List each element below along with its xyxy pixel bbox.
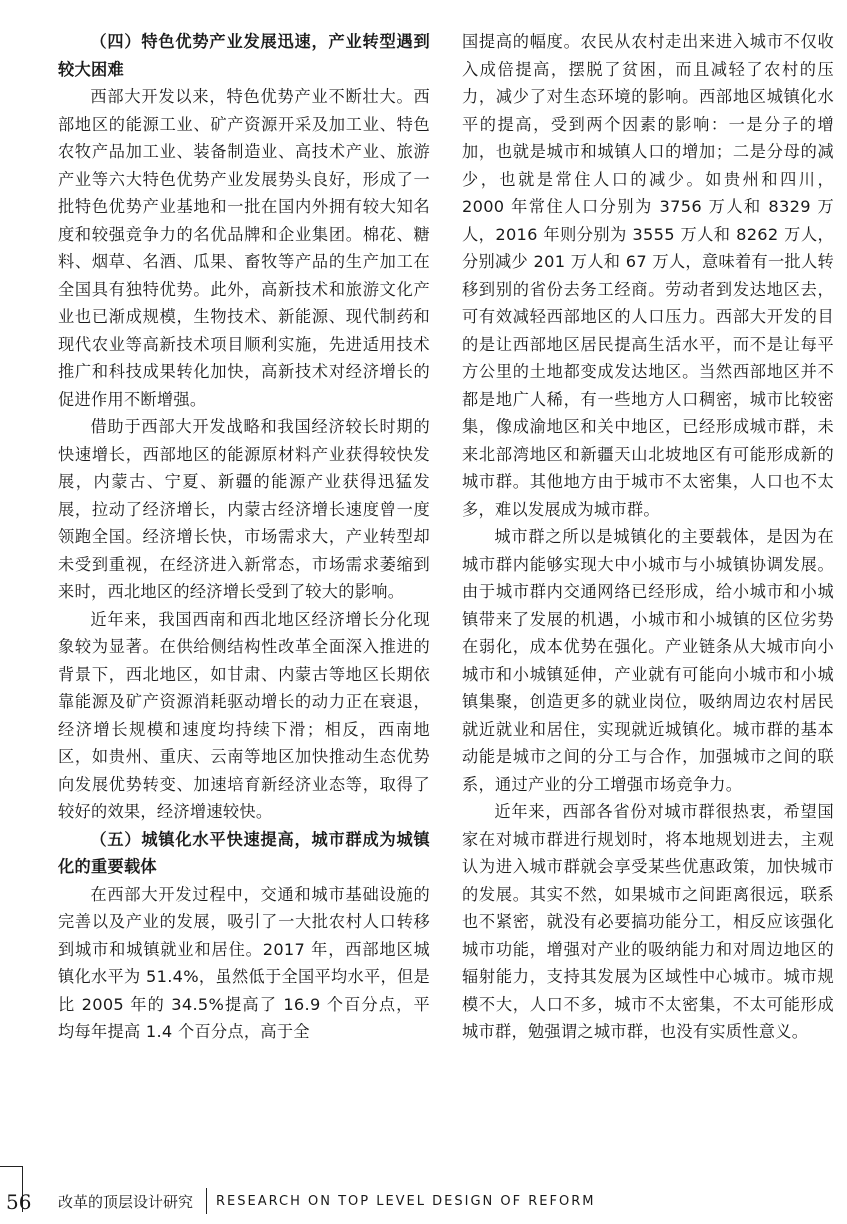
paragraph: 近年来，西部各省份对城市群很热衷，希望国家在对城市群进行规划时，将本地规划进去，主观认为进入城市群就会享受某些优惠政策，加快城市的发展。其实不然，如果城市之间距离很远，联系也不紧密，就没有必要搞功能分工，相反应该强化城市功能，增强对产业的吸纳能力和对周边地区的辐射能力，支持其发展为区域性中心城市。城市规模不大，人口不多，城市不太密集，不太可能形成城市群，勉强谓之城市群，也没有实质性意义。	[462, 802, 834, 1041]
footer-corner-rule	[0, 1166, 22, 1167]
paragraph-continued: 国提高的幅度。农民从农村走出来进入城市不仅收入成倍提高，摆脱了贫困，而且减轻了农村的压力，减少了对生态环境的影响。西部地区城镇化水平的提高，受到两个因素的影响：一是分子的增加，也就是城市和城镇人口的增加；二是分母的减少，也就是常住人口的减少。如贵州和四川，2000 年常住人口分别为 3756 万人和 8329 万人，2016 年则分别为 3555 万人和 8262 万人，分别减少 201 万人和 67 万人，意味着有一批人转移到别的省份去务工经商。劳动者到发达地区去，可有效减轻西部地区的人口压力。西部大开发的目的是让西部地区居民提高生活水平，而不是让每平方公里的土地都变成发达地区。当然西部地区并不都是地广人稀，有一些地方人口稠密，城市比较密集，像成渝地区和关中地区，已经形成城市群，未来北部湾地区和新疆天山北坡地区有可能形成新的城市群。其他地方由于城市不太密集，人口也不太多，难以发展成为城市群。	[462, 32, 834, 519]
page-number: 56	[6, 1190, 32, 1214]
paragraph: 城市群之所以是城镇化的主要载体，是因为在城市群内能够实现大中小城市与小城镇协调发展。由于城市群内交通网络已经形成，给小城市和小城镇带来了发展的机遇，小城市和小城镇的区位劣势在弱化，成本优势在强化。产业链条从大城市向小城市和小城镇延伸，产业就有可能向小城市和小城镇集聚，创造更多的就业岗位，吸纳周边农村居民就近就业和居住，实现就近城镇化。城市群的基本动能是城市之间的分工与合作，加强城市之间的联系，通过产业的分工增强市场竞争力。	[462, 527, 834, 794]
paragraph: 西部大开发以来，特色优势产业不断壮大。西部地区的能源工业、矿产资源开采及加工业、特色农牧产品加工业、装备制造业、高技术产业、旅游产业等六大特色优势产业发展势头良好，形成了一批特色优势产业基地和一批在国内外拥有较大知名度和较强竞争力的名优品牌和企业集团。棉花、糖料、烟草、名酒、瓜果、畜牧等产品的生产加工在全国具有独特优势。此外，高新技术和旅游文化产业也已渐成规模，生物技术、新能源、现代制药和现代农业等高新技术项目顺利实施，先进适用技术推广和科技成果转化加快，高新技术对经济增长的促进作用不断增强。	[58, 87, 430, 409]
section-heading-5: （五）城镇化水平快速提高，城市群成为城镇化的重要载体	[58, 829, 430, 876]
section-heading-4: （四）特色优势产业发展迅速，产业转型遇到较大困难	[58, 32, 430, 79]
paragraph: 在西部大开发过程中，交通和城市基础设施的完善以及产业的发展，吸引了一大批农村人口转移到城市和城镇就业和居住。2017 年，西部地区城镇化水平为 51.4%，虽然低于全国平均水平，但是比 2005 年的 34.5%提高了 16.9 个百分点，平均每年提高 1.4 个百分点，高于全	[58, 884, 430, 1041]
journal-title-cn: 改革的顶层设计研究	[58, 1193, 194, 1211]
right-column	[462, 28, 834, 1046]
journal-title-en: RESEARCH ON TOP LEVEL DESIGN OF REFORM	[216, 1194, 596, 1209]
footer-divider	[206, 1188, 207, 1214]
paragraph: 近年来，我国西南和西北地区经济增长分化现象较为显著。在供给侧结构性改革全面深入推进的背景下，西北地区，如甘肃、内蒙古等地区长期依靠能源及矿产资源消耗驱动增长的动力正在衰退，经济增长规模和速度均持续下滑；相反，西南地区，如贵州、重庆、云南等地区加快推动生态优势向发展优势转变、加速培育新经济业态等，取得了较好的效果，经济增速较快。	[58, 609, 430, 821]
paragraph: 借助于西部大开发战略和我国经济较长时期的快速增长，西部地区的能源原材料产业获得较快发展，内蒙古、宁夏、新疆的能源产业获得迅猛发展，拉动了经济增长，内蒙古经济增长速度曾一度领跑全国。经济增长快，市场需求大，产业转型却未受到重视，在经济进入新常态，市场需求萎缩到来时，西北地区的经济增长受到了较大的影响。	[58, 417, 430, 601]
left-column	[58, 28, 430, 1046]
